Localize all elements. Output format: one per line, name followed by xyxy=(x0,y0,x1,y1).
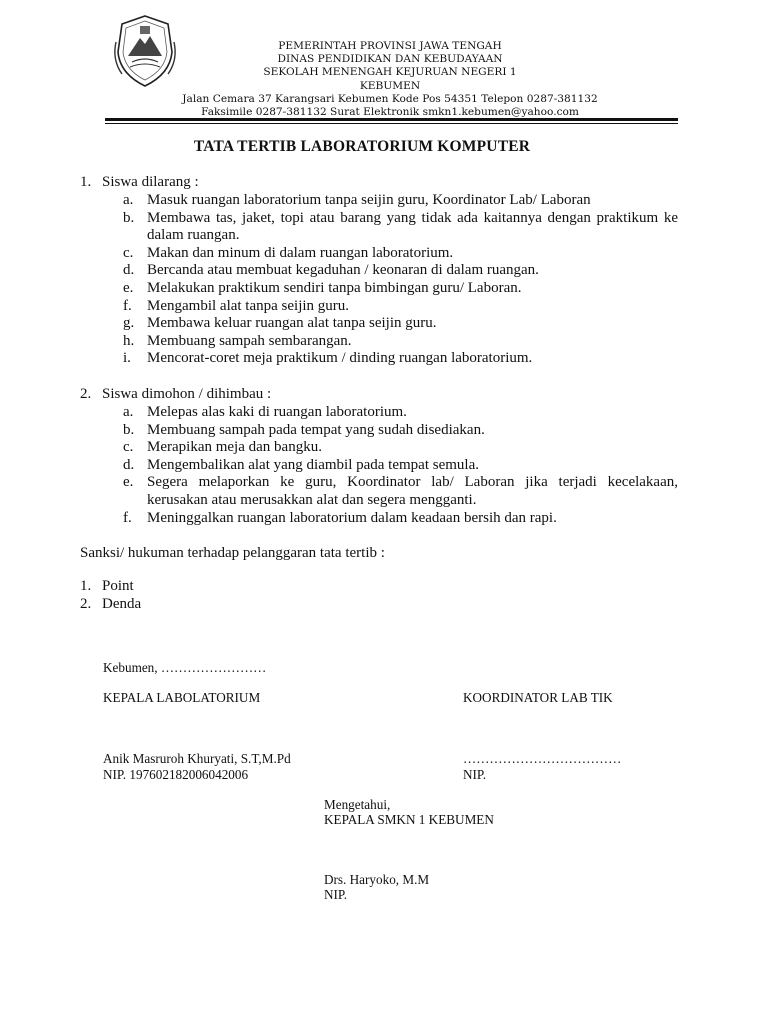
right-signatory-nip: NIP. xyxy=(463,767,487,782)
head-signatory-name: Drs. Haryoko, M.M xyxy=(324,872,430,887)
list-item: e. Melakukan praktikum sendiri tanpa bimbingan guru/ Laboran. xyxy=(123,279,522,296)
list-item: b. Membuang sampah pada tempat yang sudah disediakan. xyxy=(123,421,485,438)
section-number: 1. xyxy=(80,174,92,190)
place-date: Kebumen, …………………… xyxy=(103,660,267,675)
list-item: d. Bercanda atau membuat kegaduhan / keonaran di dalam ruangan. xyxy=(123,262,539,279)
section-2-list xyxy=(123,404,678,527)
letterhead-line-2: DINAS PENDIDIKAN DAN KEBUDAYAAN xyxy=(277,53,503,66)
left-signatory-name: Anik Masruroh Khuryati, S.T,M.Pd xyxy=(103,751,291,766)
sanctions-heading: Sanksi/ hukuman terhadap pelanggaran tata tertib : xyxy=(80,545,385,561)
document-page: PEMERINTAH PROVINSI JAWA TENGAH DINAS PENDIDIKAN DAN KEBUDAYAAN SEKOLAH MENENGAH KEJURUAN NEGERI 1 KEBUMEN Jalan Cemara 37 Karangsari Kebumen Kode Pos 54351 Telepon 0287-381132 Faksimile 0287-381132 Surat Elektronik smkn1.kebumen@yahoo.com TATA TERTIB LABORATORIUM KOMPUTER 1. Siswa dilarang : a. Masuk ruangan laboratorium tanpa seijin guru, Koordinator Lab/ Laboran b. Membawa tas, jaket, topi atau barang yang tidak ada kaitannya dengan praktikum ke dalam ruangan. c. Makan dan minum di dalam ruangan laboratorium. d. Bercanda atau membuat kegaduhan / keonaran di dalam ruangan. e. Melakukan praktikum sendiri tanpa bimbingan guru/ Laboran. f. Mengambil alat tanpa seijin guru. g. Membawa keluar ruangan alat tanpa seijin guru. h. Membuang sampah sembarangan. i. Mencorat-coret meja praktikum / dinding ruangan laboratorium. 2. Siswa dimohon / dihimbau : a. Melepas alas kaki di ruangan laboratorium. b. Membuang sampah pada tempat yang sudah disediakan. c. Merapikan meja dan bangku. d. Mengembalikan alat yang diambil pada tempat semula. e. Segera melaporkan ke guru, Koordinator lab/ Laboran jika terjadi kecelakaan, kerusakan atau merusakkan alat dan segera mengganti. f. Meninggalkan ruangan laboratorium dalam keadaan bersih dan rapi. Sanksi/ hukuman terhadap pelanggaran tata tertib : 1. Point 2. Denda Kebumen, …………………… KEPALA LABOLATORIUM KOORDINATOR LAB TIK Anik Masruroh Khuryati, S.T,M.Pd NIP. 197602182006042006 ……………………………… NIP. Mengetahui, KEPALA SMKN 1 KEBUMEN Drs. Haryoko, M.M NIP. xyxy=(0,0,768,1024)
letterhead-divider-thin xyxy=(105,123,678,124)
letterhead-line-4: KEBUMEN xyxy=(359,79,421,92)
section-heading: Siswa dilarang : xyxy=(102,174,199,190)
list-item: c. Merapikan meja dan bangku. xyxy=(123,439,322,456)
section-1-list xyxy=(123,192,678,368)
list-item: g. Membawa keluar ruangan alat tanpa seijin guru. xyxy=(123,315,437,332)
list-item: c. Makan dan minum di dalam ruangan laboratorium. xyxy=(123,244,454,261)
left-signatory-nip: NIP. 197602182006042006 xyxy=(103,767,249,782)
list-item: a. Masuk ruangan laboratorium tanpa seijin guru, Koordinator Lab/ Laboran xyxy=(123,192,591,208)
list-item: f. Meninggalkan ruangan laboratorium dalam keadaan bersih dan rapi. xyxy=(123,509,557,526)
list-item: i. Mencorat-coret meja praktikum / dinding ruangan laboratorium. xyxy=(123,350,533,367)
letterhead-divider-thick xyxy=(105,118,678,121)
letterhead-line-3: SEKOLAH MENENGAH KEJURUAN NEGERI 1 xyxy=(263,66,517,79)
list-item: e. Segera melaporkan ke guru, Koordinator lab/ Laboran jika terjadi kecelakaan, kerusakan atau merusakkan alat dan segera mengganti. xyxy=(123,474,678,508)
document-title: TATA TERTIB LABORATORIUM KOMPUTER xyxy=(193,138,531,155)
letterhead xyxy=(150,40,630,119)
list-item: a. Melepas alas kaki di ruangan laboratorium. xyxy=(123,404,407,420)
head-signatory-nip: NIP. xyxy=(324,887,348,902)
letterhead-line-1: PEMERINTAH PROVINSI JAWA TENGAH xyxy=(278,40,502,52)
list-item: f. Mengambil alat tanpa seijin guru. xyxy=(123,297,350,314)
acknowledged-label: Mengetahui, xyxy=(324,797,391,812)
list-item: d. Mengembalikan alat yang diambil pada tempat semula. xyxy=(123,456,479,473)
right-signatory-title: KOORDINATOR LAB TIK xyxy=(463,690,613,705)
left-signatory-title: KEPALA LABOLATORIUM xyxy=(103,690,261,705)
section-heading: Siswa dimohon / dihimbau : xyxy=(102,386,272,402)
section-number: 2. xyxy=(80,386,92,402)
list-item: h. Membuang sampah sembarangan. xyxy=(123,332,352,349)
head-signatory-title: KEPALA SMKN 1 KEBUMEN xyxy=(324,812,494,827)
letterhead-address: Jalan Cemara 37 Karangsari Kebumen Kode Pos 54351 Telepon 0287-381132 xyxy=(182,92,598,105)
list-item: b. Membawa tas, jaket, topi atau barang yang tidak ada kaitannya dengan praktikum ke dalam ruangan. xyxy=(123,209,678,244)
letterhead-contact: Faksimile 0287-381132 Surat Elektronik smkn1.kebumen@yahoo.com xyxy=(201,106,579,119)
right-signatory-name: ……………………………… xyxy=(463,751,622,766)
